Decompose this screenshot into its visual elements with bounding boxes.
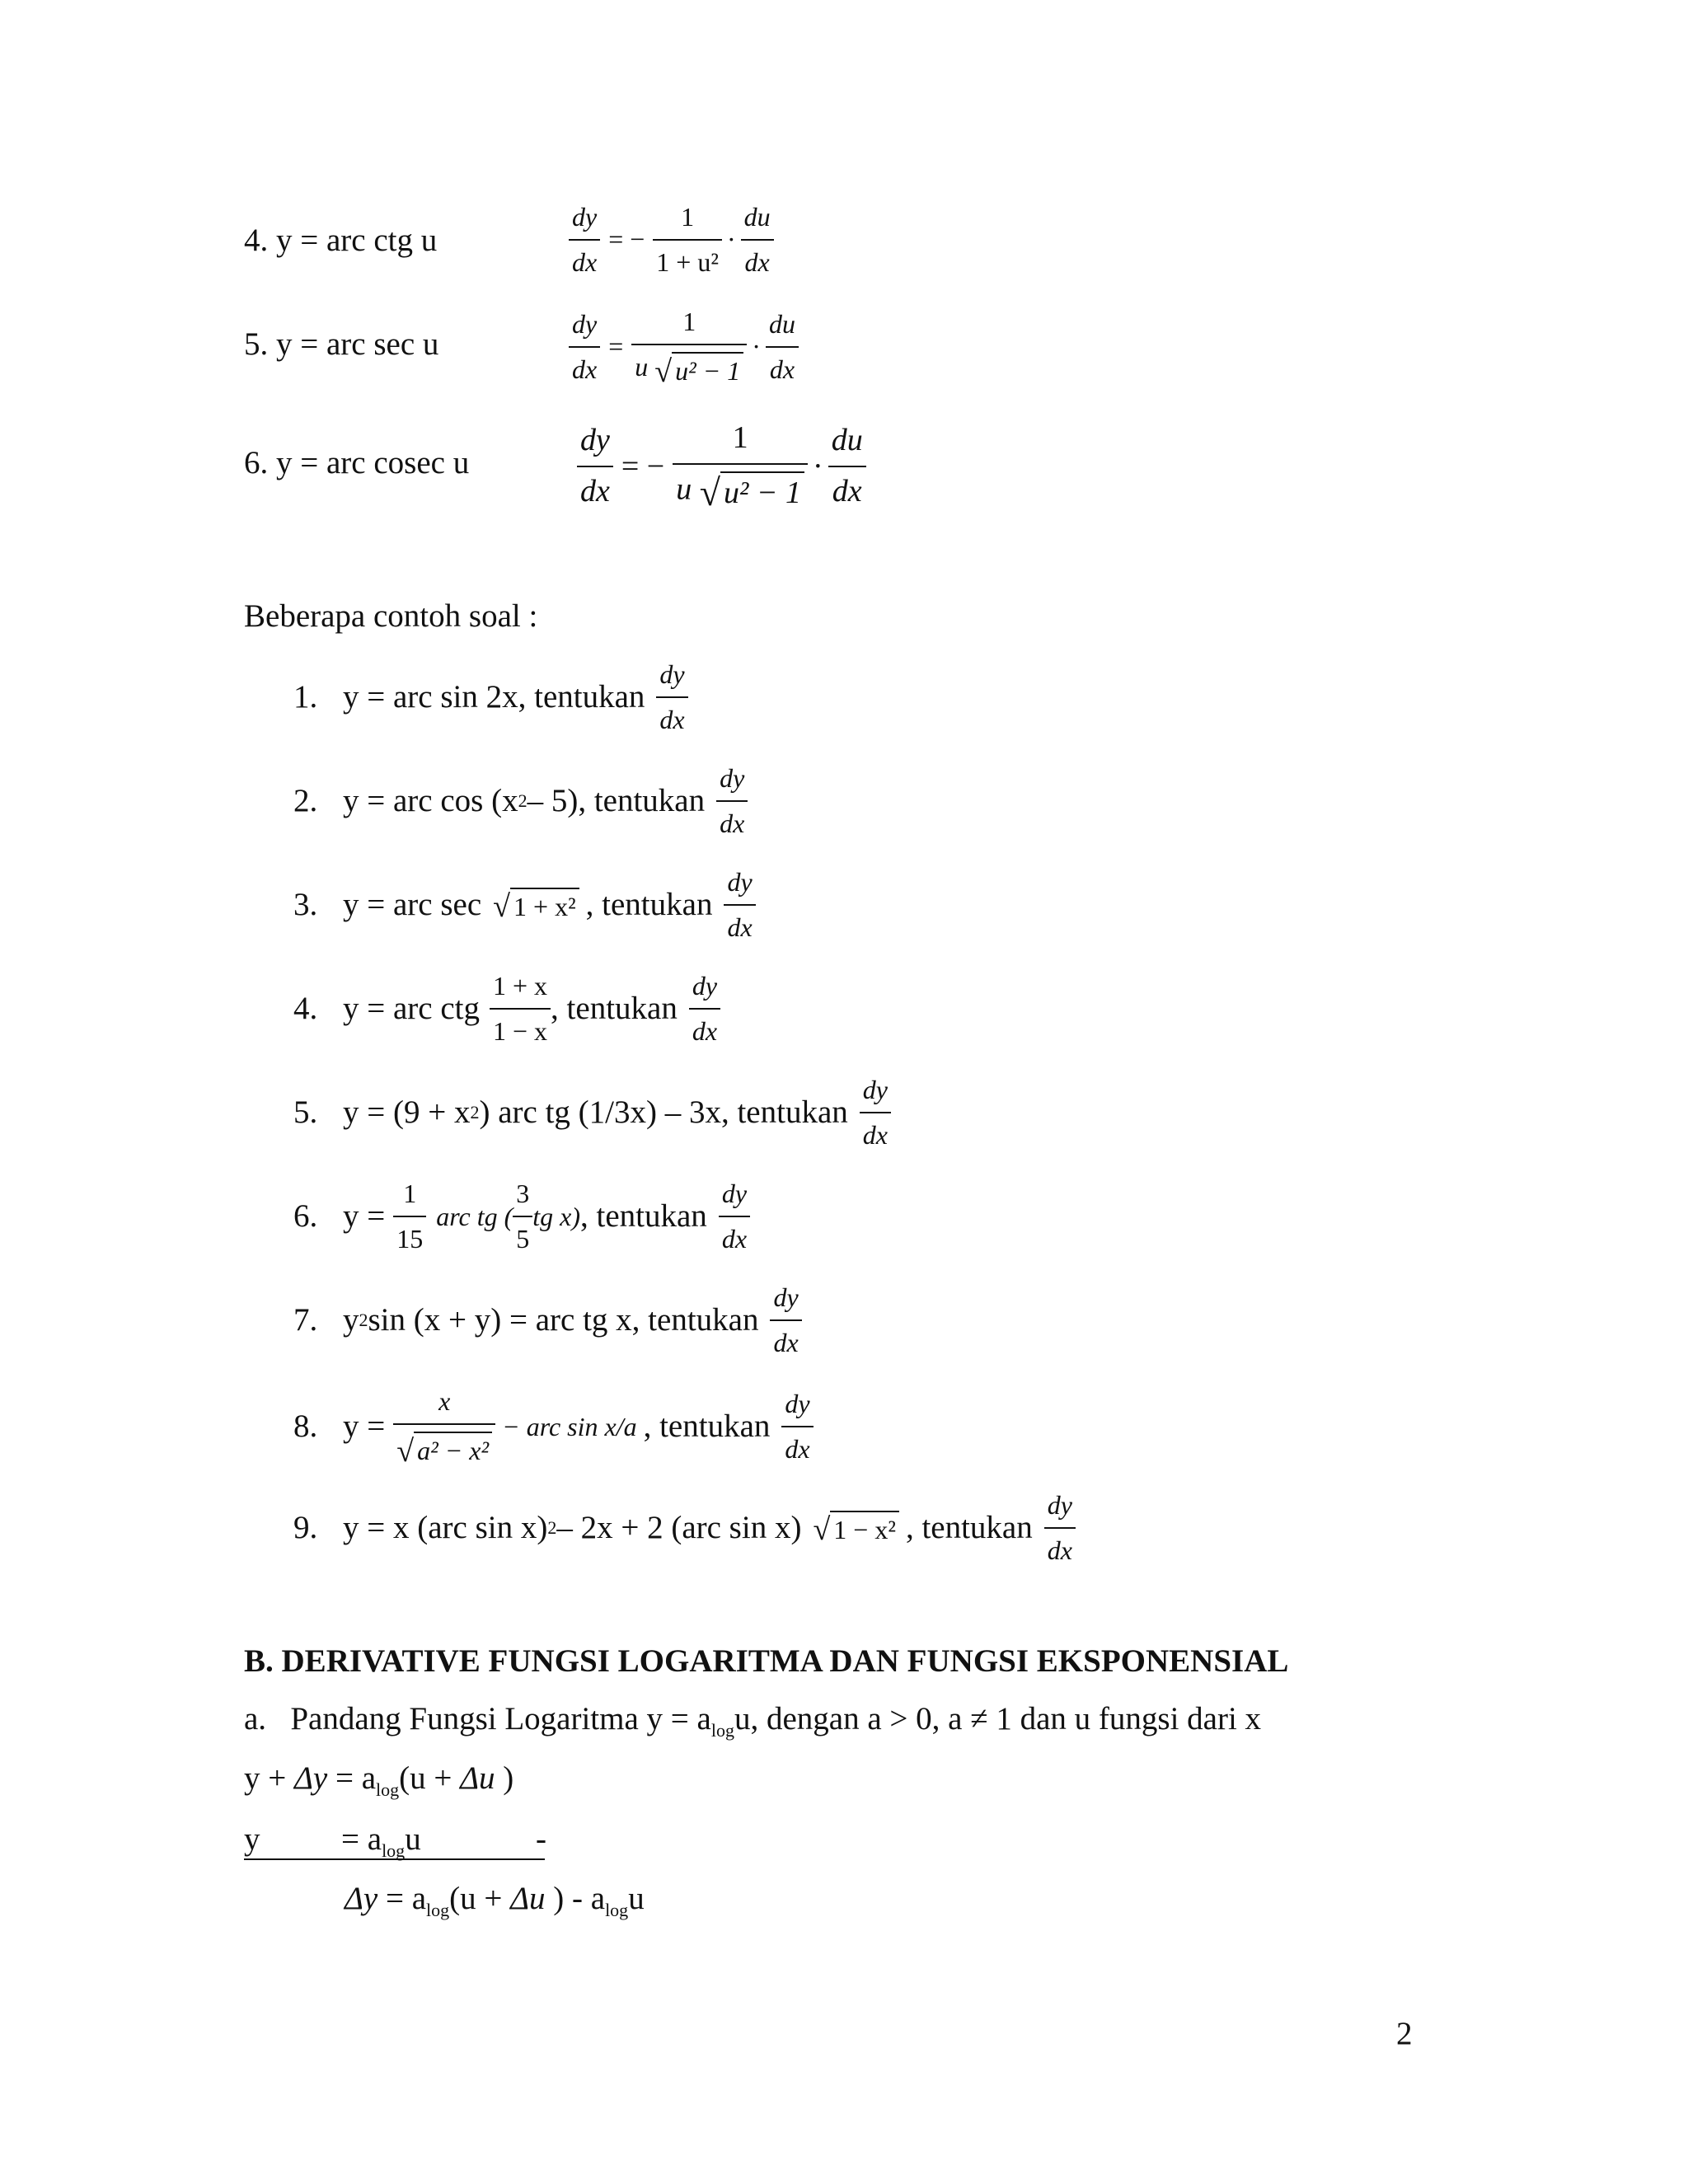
page-number: 2 — [1396, 2016, 1413, 2051]
dy-dx-fraction: dy dx — [569, 202, 600, 278]
section-b-heading: B. DERIVATIVE FUNGSI LOGARITMA DAN FUNGSI EKSPONENSIAL — [244, 1643, 1289, 1679]
formula-6-label: 6. y = arc cosec u — [244, 445, 470, 480]
formula-5-label: 5. y = arc sec u — [244, 326, 439, 362]
example-8: 8. y = x √ a² − x² − arc sin x/a , tentukan dy dx — [293, 1386, 814, 1467]
formula-4-label: 4. y = arc ctg u — [244, 223, 438, 258]
subtraction-line: y = $a_{log}u$ - — [244, 1821, 546, 1861]
increment-line: $y + \Delta y = a_{log}(u + \Delta u$ ) — [244, 1760, 514, 1800]
example-5: 5. y = (9 + x 2 ) arc tg (1/3x) – 3x, tentukan dy dx — [293, 1075, 891, 1151]
example-6: 6. y = 1 15 arc tg ( 3 5 tg x) , tentukan dy dx — [293, 1179, 750, 1254]
formula-5-derivative: dy dx = 1 u √ u² − 1 · du dx — [569, 307, 799, 387]
example-7: 7. y 2 sin (x + y) = arc tg x, tentukan dy dx — [293, 1282, 802, 1358]
du-dx-fraction: du dx — [741, 202, 774, 278]
examples-heading: Beberapa contoh soal : — [244, 598, 538, 634]
example-1: 1. y = arc sin 2x, tentukan dy dx — [293, 659, 688, 735]
example-9: 9. y = x (arc sin x) 2 – 2x + 2 (arc sin x) √ 1 − x² , tentukan dy dx — [293, 1490, 1076, 1566]
formula-4-derivative: dy dx = − 1 1 + u² · du dx — [569, 202, 774, 278]
paragraph-a: a. Pandang Fungsi Logaritma $y = a_{log}u$, dengan a > 0, a ≠ 1 dan u fungsi dari x — [244, 1701, 1262, 1741]
example-2: 2. y = arc cos (x 2 – 5), tentukan dy dx — [293, 763, 748, 839]
formula-6-derivative: dy dx = − 1 u √ u² − 1 · du dx — [577, 420, 866, 512]
example-4: 4. y = arc ctg 1 + x 1 − x , tentukan dy dx — [293, 971, 720, 1047]
coefficient-fraction: 1 1 + u² — [653, 202, 722, 278]
radical: √ 1 + x² — [493, 888, 579, 922]
example-3: 3. y = arc sec √ 1 + x² , tentukan dy dx — [293, 867, 756, 943]
difference-line: $\Delta y = a_{log}(u + \Delta u$ ) - $a_{log}u$ — [345, 1881, 645, 1920]
